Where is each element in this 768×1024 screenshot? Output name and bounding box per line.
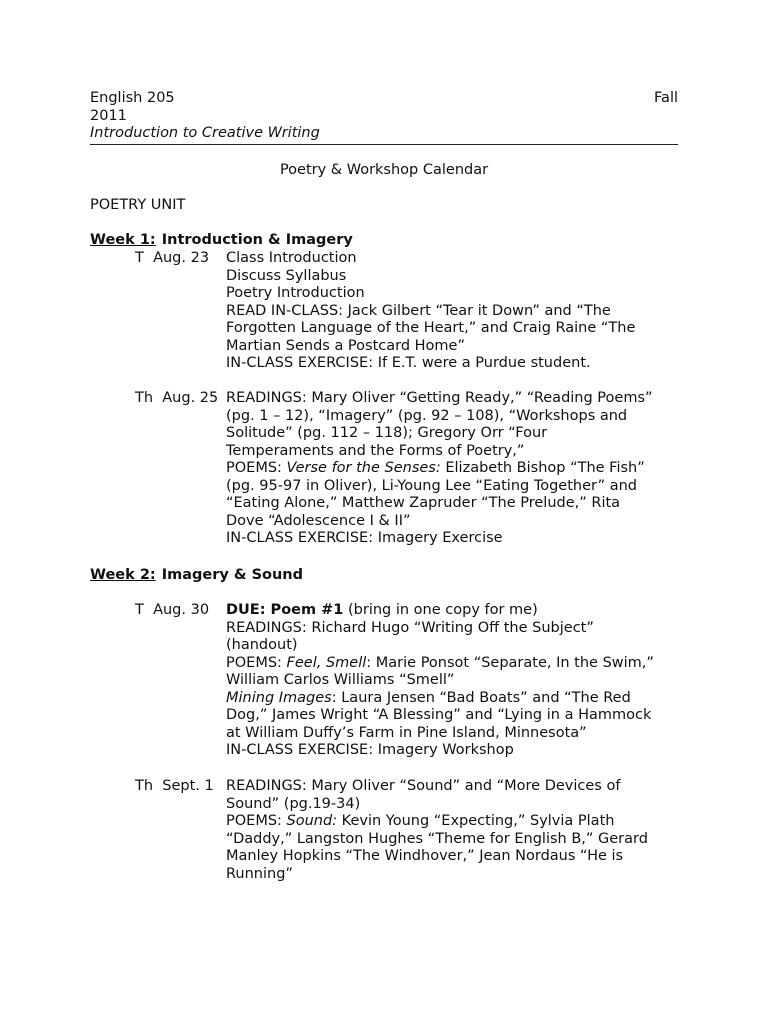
entry-line: READINGS: Richard Hugo “Writing Off the Subject” [226, 619, 594, 636]
category-label: Sound: [286, 813, 338, 829]
entry-line: Temperaments and the Forms of Poetry,” [226, 442, 525, 459]
entry-day: Th Sept. 1 [135, 778, 214, 794]
entry-day: T Aug. 30 [135, 602, 210, 618]
header-rule [90, 144, 678, 145]
text-run: Elizabeth Bishop “The Fish” [440, 460, 645, 476]
text-run: Kevin Young “Expecting,” Sylvia Plath [337, 813, 615, 829]
week-2-heading [90, 567, 303, 585]
entry-line: IN-CLASS EXERCISE: If E.T. were a Purdue student. [226, 355, 591, 371]
entry-line: IN-CLASS EXERCISE: Imagery Exercise [226, 530, 503, 546]
entry-line: IN-CLASS EXERCISE: Imagery Workshop [226, 742, 514, 758]
term: Fall [654, 90, 678, 106]
schedule-entry [135, 778, 680, 883]
entry-line: Dog,” James Wright “A Blessing” and “Lying in a Hammock [226, 707, 652, 723]
entry-line: Sound” (pg.19-34) [226, 795, 361, 812]
entry-line: Poetry Introduction [226, 285, 365, 301]
week-2-title: Imagery & Sound [161, 567, 304, 583]
year: 2011 [90, 107, 127, 124]
text-run: : Laura Jensen “Bad Boats” and “The Red [331, 689, 631, 706]
entry-line: Manley Hopkins “The Windhover,” Jean Nordaus “He is [226, 848, 624, 864]
entry-line: “Daddy,” Langston Hughes “Theme for English B,” Gerard [226, 830, 648, 847]
entry-line: (pg. 1 – 12), “Imagery” (pg. 92 – 108), “Workshops and [226, 407, 628, 424]
entry-line [226, 813, 680, 831]
schedule-entry [135, 602, 680, 760]
week-1-title: Introduction & Imagery [161, 232, 353, 248]
entry-line: Running” [226, 865, 293, 882]
entry-line: Discuss Syllabus [226, 267, 347, 284]
text-run: (bring in one copy for me) [343, 602, 538, 618]
category-label: Mining Images [226, 689, 332, 706]
course-header [90, 90, 678, 143]
calendar-title: Poetry & Workshop Calendar [279, 162, 489, 178]
course-name: English 205 [90, 90, 175, 106]
entry-line: (handout) [226, 637, 298, 653]
text-run: POEMS: [226, 460, 287, 476]
entry-line: (pg. 95-97 in Oliver), Li-Young Lee “Eating Together” and [226, 477, 637, 494]
entry-line: William Carlos Williams “Smell” [226, 672, 455, 688]
week-1-heading [90, 232, 353, 250]
text-run: : Marie Ponsot “Separate, In the Swim,” [366, 654, 654, 671]
category-label: Verse for the Senses: [286, 460, 441, 476]
entry-line: READ IN-CLASS: Jack Gilbert “Tear it Down” and “The [226, 302, 611, 319]
category-label: Feel, Smell [286, 654, 367, 671]
entry-line: Class Introduction [226, 250, 357, 266]
entry-line: Solitude” (pg. 112 – 118); Gregory Orr “Four [226, 425, 548, 441]
entry-line: Forgotten Language of the Heart,” and Craig Raine “The [226, 320, 636, 336]
entry-line [226, 690, 680, 708]
schedule-entry [135, 390, 680, 548]
due-label: DUE: Poem #1 [226, 602, 344, 618]
entry-day: Th Aug. 25 [135, 390, 219, 406]
entry-line: Dove “Adolescence I & II” [226, 512, 411, 529]
entry-day: T Aug. 23 [135, 250, 210, 266]
schedule-entry [135, 250, 680, 373]
entry-line: READINGS: Mary Oliver “Getting Ready,” “Reading Poems” [226, 390, 653, 406]
text-run: POEMS: [226, 813, 287, 829]
entry-line: Martian Sends a Postcard Home” [226, 337, 465, 354]
entry-line [226, 655, 680, 673]
entry-line: at William Duffy’s Farm in Pine Island, Minnesota” [226, 724, 587, 741]
week-2-label: Week 2: [90, 567, 156, 583]
entry-line: READINGS: Mary Oliver “Sound” and “More Devices of [226, 778, 621, 794]
unit-title: POETRY UNIT [90, 197, 186, 213]
week-1-label: Week 1: [90, 232, 156, 248]
entry-line: “Eating Alone,” Matthew Zapruder “The Prelude,” Rita [226, 495, 621, 511]
text-run: POEMS: [226, 654, 287, 671]
entry-line [226, 602, 680, 620]
entry-line [226, 460, 680, 478]
course-subtitle: Introduction to Creative Writing [90, 125, 320, 141]
